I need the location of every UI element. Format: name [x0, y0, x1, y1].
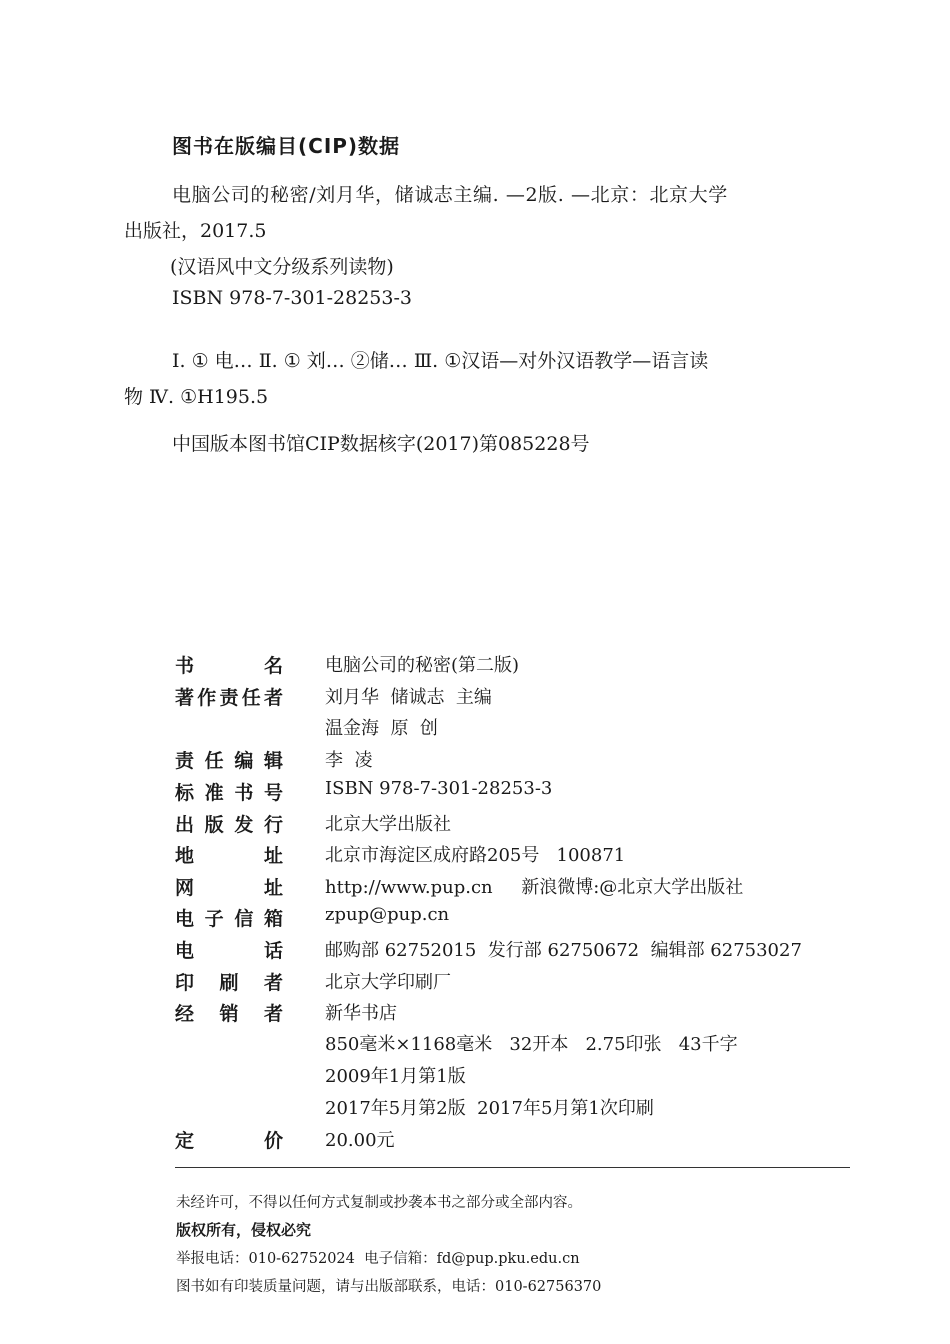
- detail-value: 北京大学印刷厂: [325, 972, 451, 993]
- detail-value: 2009年1月第1版: [325, 1066, 466, 1087]
- detail-value: 北京市海淀区成府路205号 100871: [325, 845, 626, 866]
- detail-value: 电脑公司的秘密(第二版): [325, 655, 520, 676]
- detail-value: 新华书店: [325, 1003, 397, 1024]
- cip-subjects-line-2: 物 Ⅳ. ①H195.5: [124, 386, 269, 408]
- detail-label: 责任编辑: [175, 750, 283, 772]
- detail-label: 电话: [175, 940, 283, 962]
- detail-value: 刘月华 储诚志 主编: [325, 687, 492, 708]
- footer-report-contact: 举报电话：010-62752024 电子信箱：fd@pup.pku.edu.cn: [176, 1251, 580, 1267]
- detail-label: 定价: [175, 1130, 283, 1152]
- cip-catalog-line-2: 出版社，2017.5: [124, 220, 267, 242]
- detail-value: ISBN 978-7-301-28253-3: [325, 778, 553, 799]
- detail-value: 邮购部 62752015 发行部 62750672 编辑部 62753027: [325, 940, 802, 961]
- footer-reproduction-notice: 未经许可，不得以任何方式复制或抄袭本书之部分或全部内容。: [176, 1195, 582, 1211]
- detail-label: 地址: [175, 845, 283, 867]
- detail-label: 印刷者: [175, 972, 283, 994]
- detail-value: 温金海 原 创: [325, 718, 438, 739]
- cip-heading: 图书在版编目(CIP)数据: [172, 134, 401, 158]
- detail-label: 出版发行: [175, 814, 283, 836]
- cip-catalog-line-1: 电脑公司的秘密/刘月华，储诚志主编. —2版. —北京：北京大学: [172, 184, 728, 206]
- detail-value: 2017年5月第2版 2017年5月第1次印刷: [325, 1098, 654, 1119]
- cip-record-number: 中国版本图书馆CIP数据核字(2017)第085228号: [172, 433, 590, 455]
- detail-label: 标准书号: [175, 782, 283, 804]
- detail-value: zpup@pup.cn: [325, 904, 450, 925]
- detail-label: 书名: [175, 655, 283, 677]
- divider: [175, 1167, 850, 1168]
- detail-label: 著作责任者: [175, 687, 283, 709]
- detail-label: 电子信箱: [175, 908, 283, 930]
- detail-label: 网址: [175, 877, 283, 899]
- detail-value: 850毫米×1168毫米 32开本 2.75印张 43千字: [325, 1034, 738, 1055]
- detail-value: 李 凌: [325, 750, 373, 771]
- detail-value: http://www.pup.cn 新浪微博:@北京大学出版社: [325, 877, 744, 898]
- detail-label: 经销者: [175, 1003, 283, 1025]
- cip-isbn: ISBN 978-7-301-28253-3: [172, 287, 412, 309]
- footer-quality-contact: 图书如有印装质量问题，请与出版部联系，电话：010-62756370: [176, 1279, 602, 1295]
- cip-series: (汉语风中文分级系列读物): [170, 256, 394, 278]
- cip-subjects-line-1: Ⅰ. ① 电… Ⅱ. ① 刘… ②储… Ⅲ. ①汉语—对外汉语教学—语言读: [172, 350, 709, 372]
- footer-copyright-notice: 版权所有，侵权必究: [176, 1221, 312, 1239]
- detail-value: 20.00元: [325, 1130, 395, 1151]
- detail-value: 北京大学出版社: [325, 814, 451, 835]
